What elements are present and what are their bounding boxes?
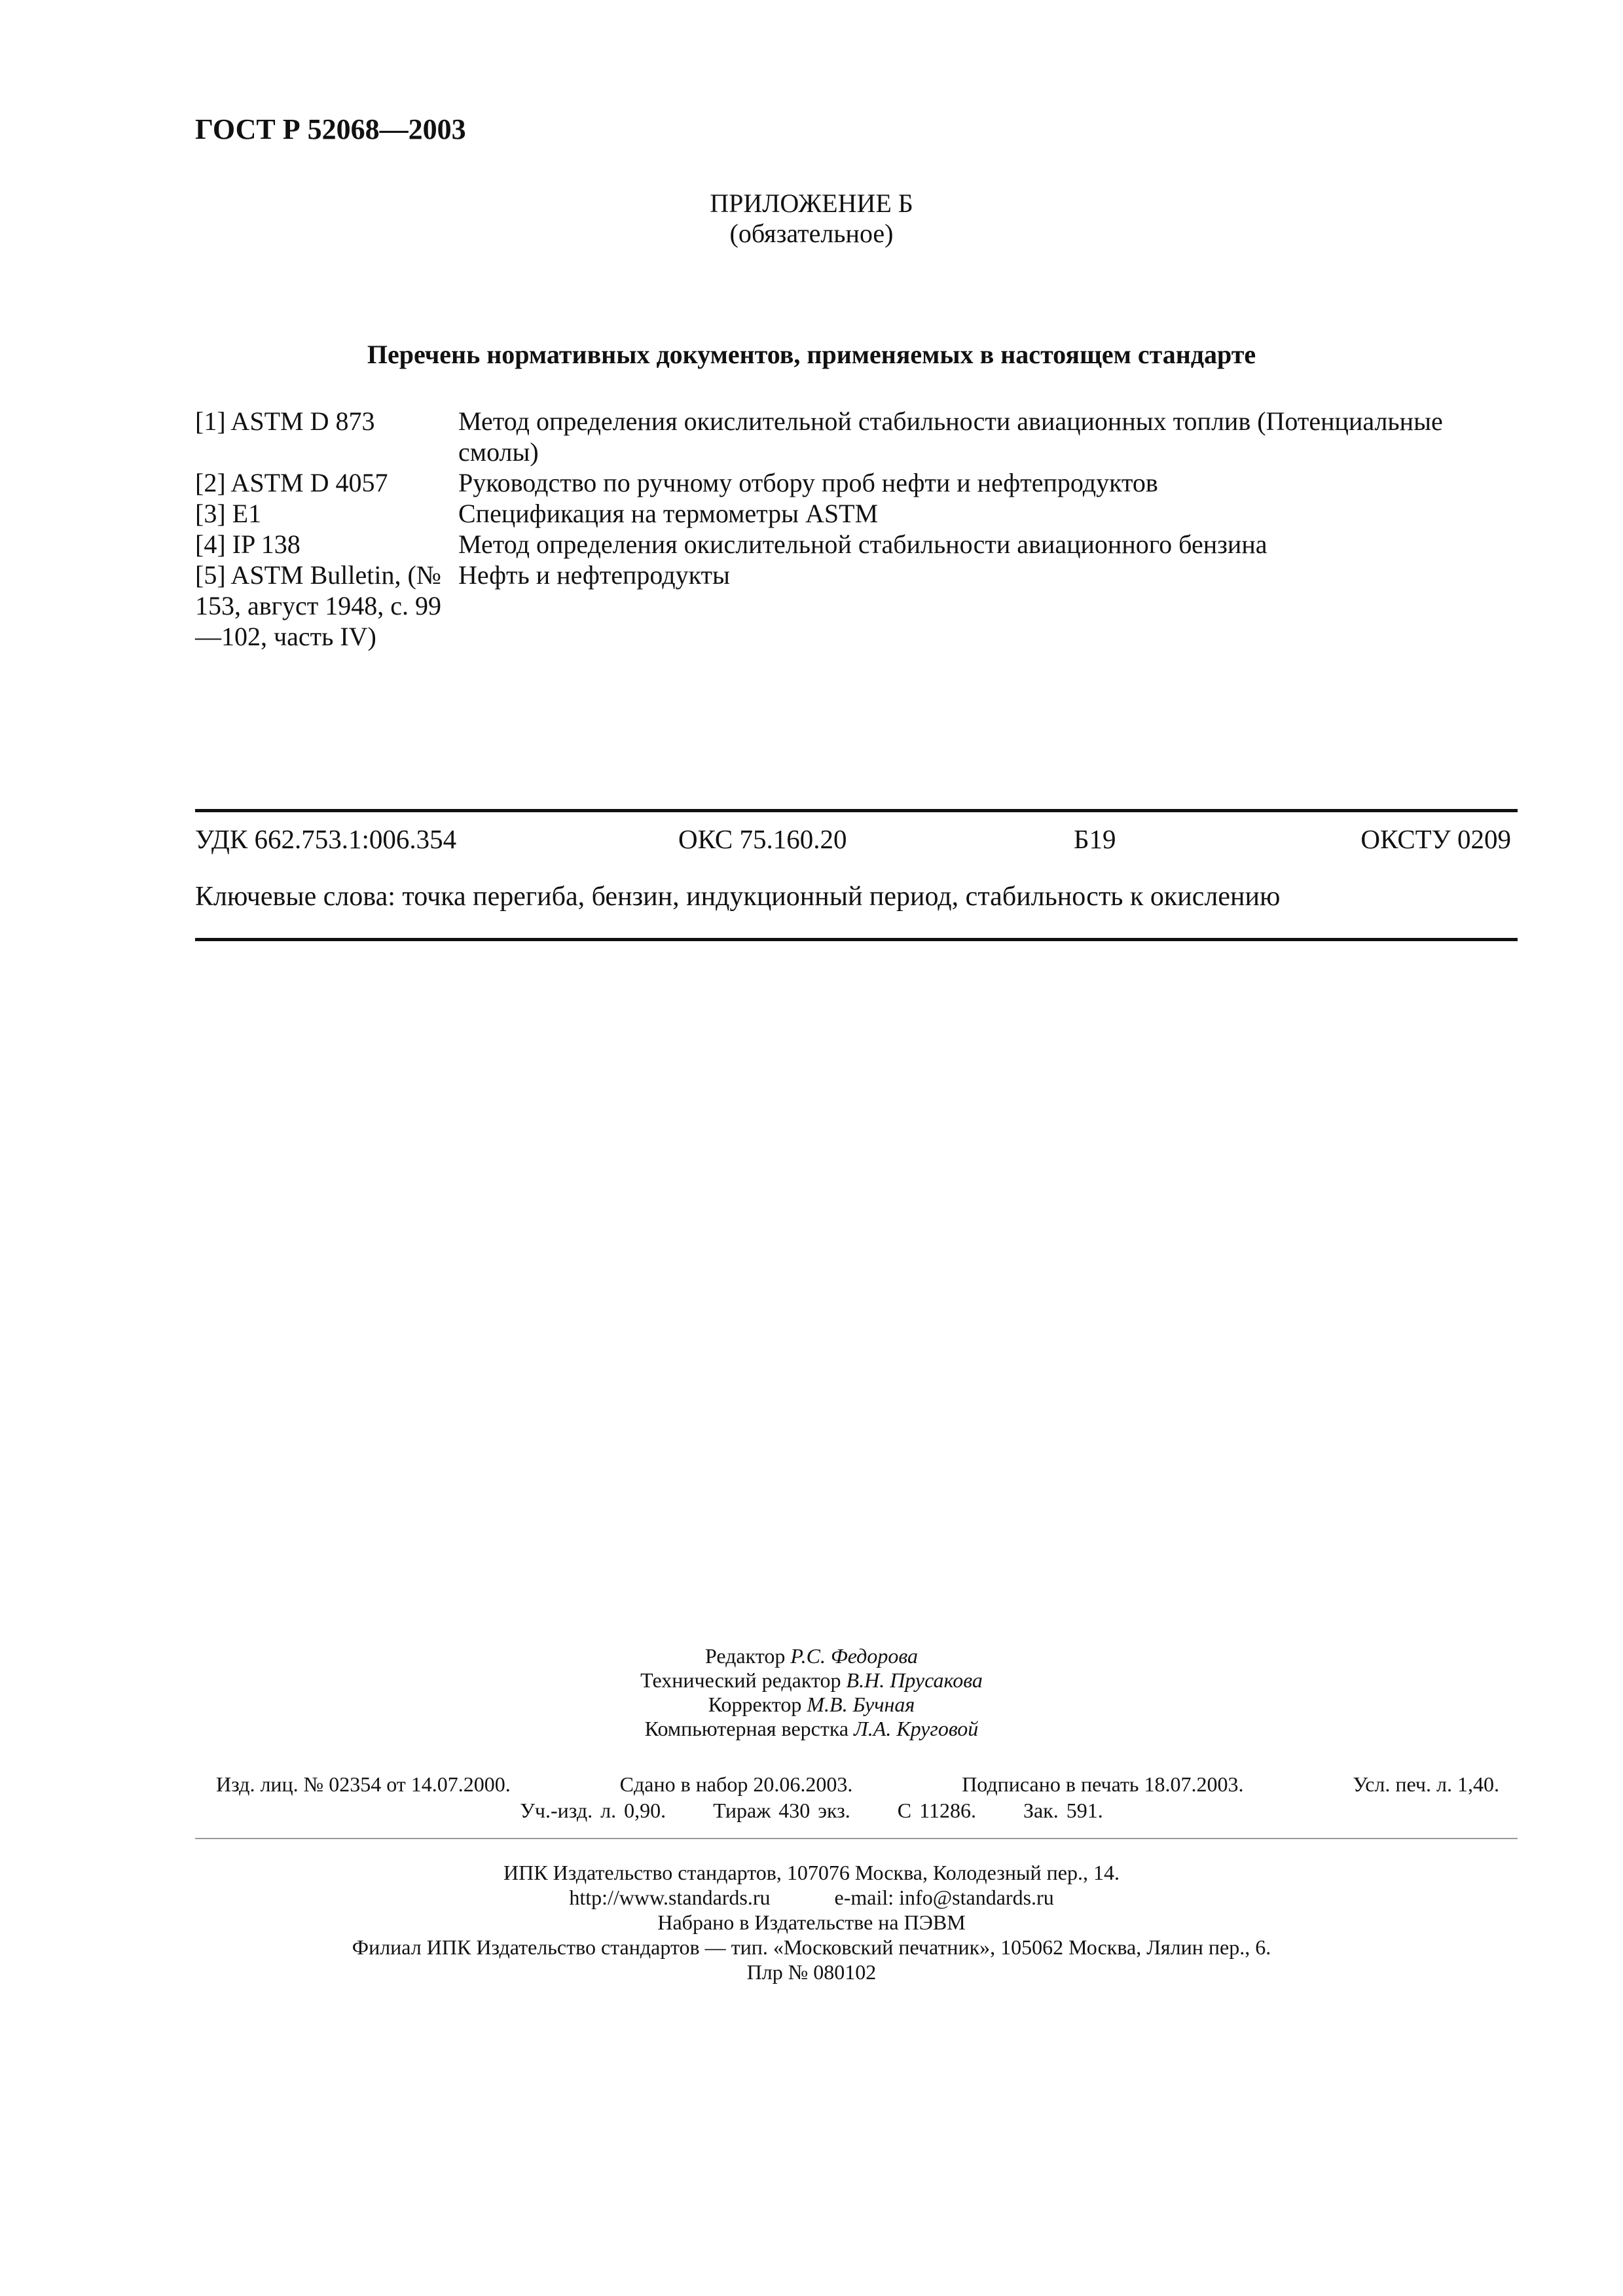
reference-number: [2] ASTM D 4057 <box>195 468 388 497</box>
license-info: Изд. лиц. № 02354 от 14.07.2000. <box>216 1772 511 1796</box>
credits <box>0 1644 1623 1741</box>
submitted-date: Сдано в набор 20.06.2003. <box>619 1772 853 1796</box>
appendix-heading <box>0 188 1623 249</box>
reference-description: Спецификация на термометры ASTM <box>458 499 879 528</box>
oks-code: ОКС 75.160.20 <box>678 824 847 854</box>
document-code: ГОСТ Р 52068—2003 <box>195 113 466 145</box>
reference-number: [1] ASTM D 873 <box>195 406 375 436</box>
reference-item <box>195 529 1518 560</box>
typeset-note: Набрано в Издательстве на ПЭВМ <box>657 1910 966 1934</box>
branch-address: Филиал ИПК Издательство стандартов — тип. «Московский печатник», 105062 Москва, Лялин пер., 6. <box>352 1935 1271 1959</box>
udk-code: УДК 662.753.1:006.354 <box>195 824 457 854</box>
credit-name: Р.С. Федорова <box>790 1644 918 1668</box>
reference-description: Метод определения окислительной стабильности авиационного бензина <box>458 529 1267 559</box>
contact-line <box>0 1885 1623 1910</box>
credit-line <box>0 1693 1623 1717</box>
reference-item <box>195 406 1518 467</box>
reference-number: [4] IP 138 <box>195 529 301 559</box>
keywords: Ключевые слова: точка перегиба, бензин, индукционный период, стабильность к окислению <box>195 882 1281 912</box>
group-code: Б19 <box>1074 824 1116 854</box>
reference-description: Руководство по ручному отбору проб нефти и нефтепродуктов <box>458 468 1158 497</box>
reference-description: Метод определения окислительной стабильности авиационных топлив (Потенциальные смолы) <box>458 406 1443 467</box>
reference-item <box>195 498 1518 529</box>
email-link[interactable]: e-mail: info@standards.ru <box>834 1886 1054 1909</box>
appendix-status: (обязательное) <box>729 219 894 248</box>
print-run: Тираж 430 экз. <box>713 1799 850 1822</box>
credit-role: Компьютерная верстка <box>644 1717 849 1740</box>
divider-bottom <box>195 938 1518 941</box>
reference-item <box>195 467 1518 498</box>
credit-role: Редактор <box>704 1644 786 1668</box>
references-title: Перечень нормативных документов, применяемых в настоящем стандарте <box>367 340 1256 369</box>
publication-info-line-1 <box>216 1772 1499 1797</box>
credit-name: М.В. Бучная <box>807 1693 915 1716</box>
signed-date: Подписано в печать 18.07.2003. <box>962 1772 1244 1796</box>
credit-role: Технический редактор <box>640 1668 841 1692</box>
reference-number: [3] E1 <box>195 499 262 528</box>
c-number: С 11286. <box>897 1799 976 1822</box>
publisher-footer <box>0 1860 1623 1984</box>
credit-name: В.Н. Прусакова <box>846 1668 983 1692</box>
credit-role: Корректор <box>708 1693 802 1716</box>
credit-name: Л.А. Круговой <box>854 1717 979 1740</box>
edition-sheets: Уч.-изд. л. 0,90. <box>520 1799 666 1822</box>
order-number: Зак. 591. <box>1023 1799 1103 1822</box>
divider-top <box>195 809 1518 812</box>
publisher-address: ИПК Издательство стандартов, 107076 Москва, Колодезный пер., 14. <box>503 1861 1120 1884</box>
print-sheets: Усл. печ. л. 1,40. <box>1353 1772 1499 1796</box>
publication-info-line-2 <box>0 1799 1623 1823</box>
credit-line <box>0 1644 1623 1668</box>
references-list <box>195 406 1518 652</box>
credit-line <box>0 1717 1623 1741</box>
divider-thin <box>195 1838 1518 1839</box>
okstu-code: ОКСТУ 0209 <box>1360 824 1511 854</box>
reference-number: [5] ASTM Bulletin, (№ 153, август 1948, с. 99—102, часть IV) <box>195 560 442 651</box>
credit-line <box>0 1668 1623 1693</box>
reference-item <box>195 560 1518 652</box>
website-link[interactable]: http://www.standards.ru <box>569 1886 771 1909</box>
plr-number: Плр № 080102 <box>746 1960 877 1984</box>
appendix-title: ПРИЛОЖЕНИЕ Б <box>710 188 913 218</box>
reference-description: Нефть и нефтепродукты <box>458 560 730 590</box>
